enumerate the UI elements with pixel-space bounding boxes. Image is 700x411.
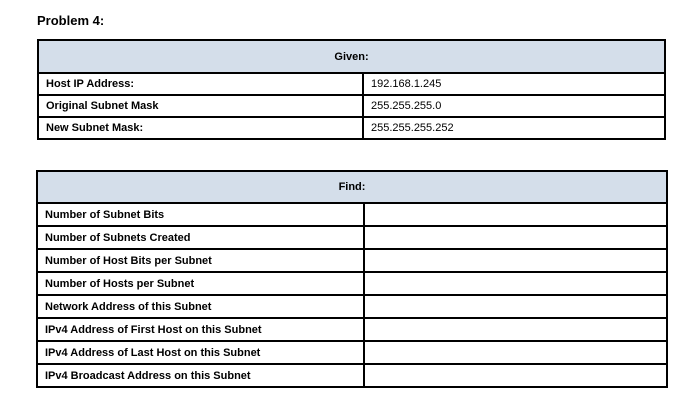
given-table <box>37 39 666 140</box>
find-row-subnets-created <box>37 226 667 249</box>
find-answer-first-host[interactable] <box>364 318 667 341</box>
find-label-subnets-created: Number of Subnets Created <box>37 226 364 249</box>
find-label-network-address: Network Address of this Subnet <box>37 295 364 318</box>
given-value-host-ip: 192.168.1.245 <box>363 73 665 95</box>
find-answer-hosts-per-subnet[interactable] <box>364 272 667 295</box>
find-label-hosts-per-subnet: Number of Hosts per Subnet <box>37 272 364 295</box>
given-header-row <box>38 40 665 73</box>
find-label-last-host: IPv4 Address of Last Host on this Subnet <box>37 341 364 364</box>
find-row-last-host <box>37 341 667 364</box>
given-row-host-ip <box>38 73 665 95</box>
find-row-subnet-bits <box>37 203 667 226</box>
given-label-new-mask: New Subnet Mask: <box>38 117 363 139</box>
given-value-new-mask: 255.255.255.252 <box>363 117 665 139</box>
find-row-broadcast <box>37 364 667 387</box>
find-row-host-bits <box>37 249 667 272</box>
given-row-new-mask <box>38 117 665 139</box>
problem-title: Problem 4: <box>37 13 105 28</box>
given-value-original-mask: 255.255.255.0 <box>363 95 665 117</box>
given-header: Given: <box>38 40 665 73</box>
find-header-row <box>37 171 667 203</box>
find-label-subnet-bits: Number of Subnet Bits <box>37 203 364 226</box>
find-row-first-host <box>37 318 667 341</box>
find-label-host-bits: Number of Host Bits per Subnet <box>37 249 364 272</box>
find-header: Find: <box>37 171 667 203</box>
find-table <box>36 170 668 388</box>
find-row-hosts-per-subnet <box>37 272 667 295</box>
find-answer-broadcast[interactable] <box>364 364 667 387</box>
find-label-broadcast: IPv4 Broadcast Address on this Subnet <box>37 364 364 387</box>
find-answer-last-host[interactable] <box>364 341 667 364</box>
given-label-host-ip: Host IP Address: <box>38 73 363 95</box>
given-label-original-mask: Original Subnet Mask <box>38 95 363 117</box>
find-row-network-address <box>37 295 667 318</box>
find-answer-subnets-created[interactable] <box>364 226 667 249</box>
find-label-first-host: IPv4 Address of First Host on this Subnet <box>37 318 364 341</box>
find-answer-host-bits[interactable] <box>364 249 667 272</box>
find-answer-network-address[interactable] <box>364 295 667 318</box>
find-answer-subnet-bits[interactable] <box>364 203 667 226</box>
given-row-original-mask <box>38 95 665 117</box>
